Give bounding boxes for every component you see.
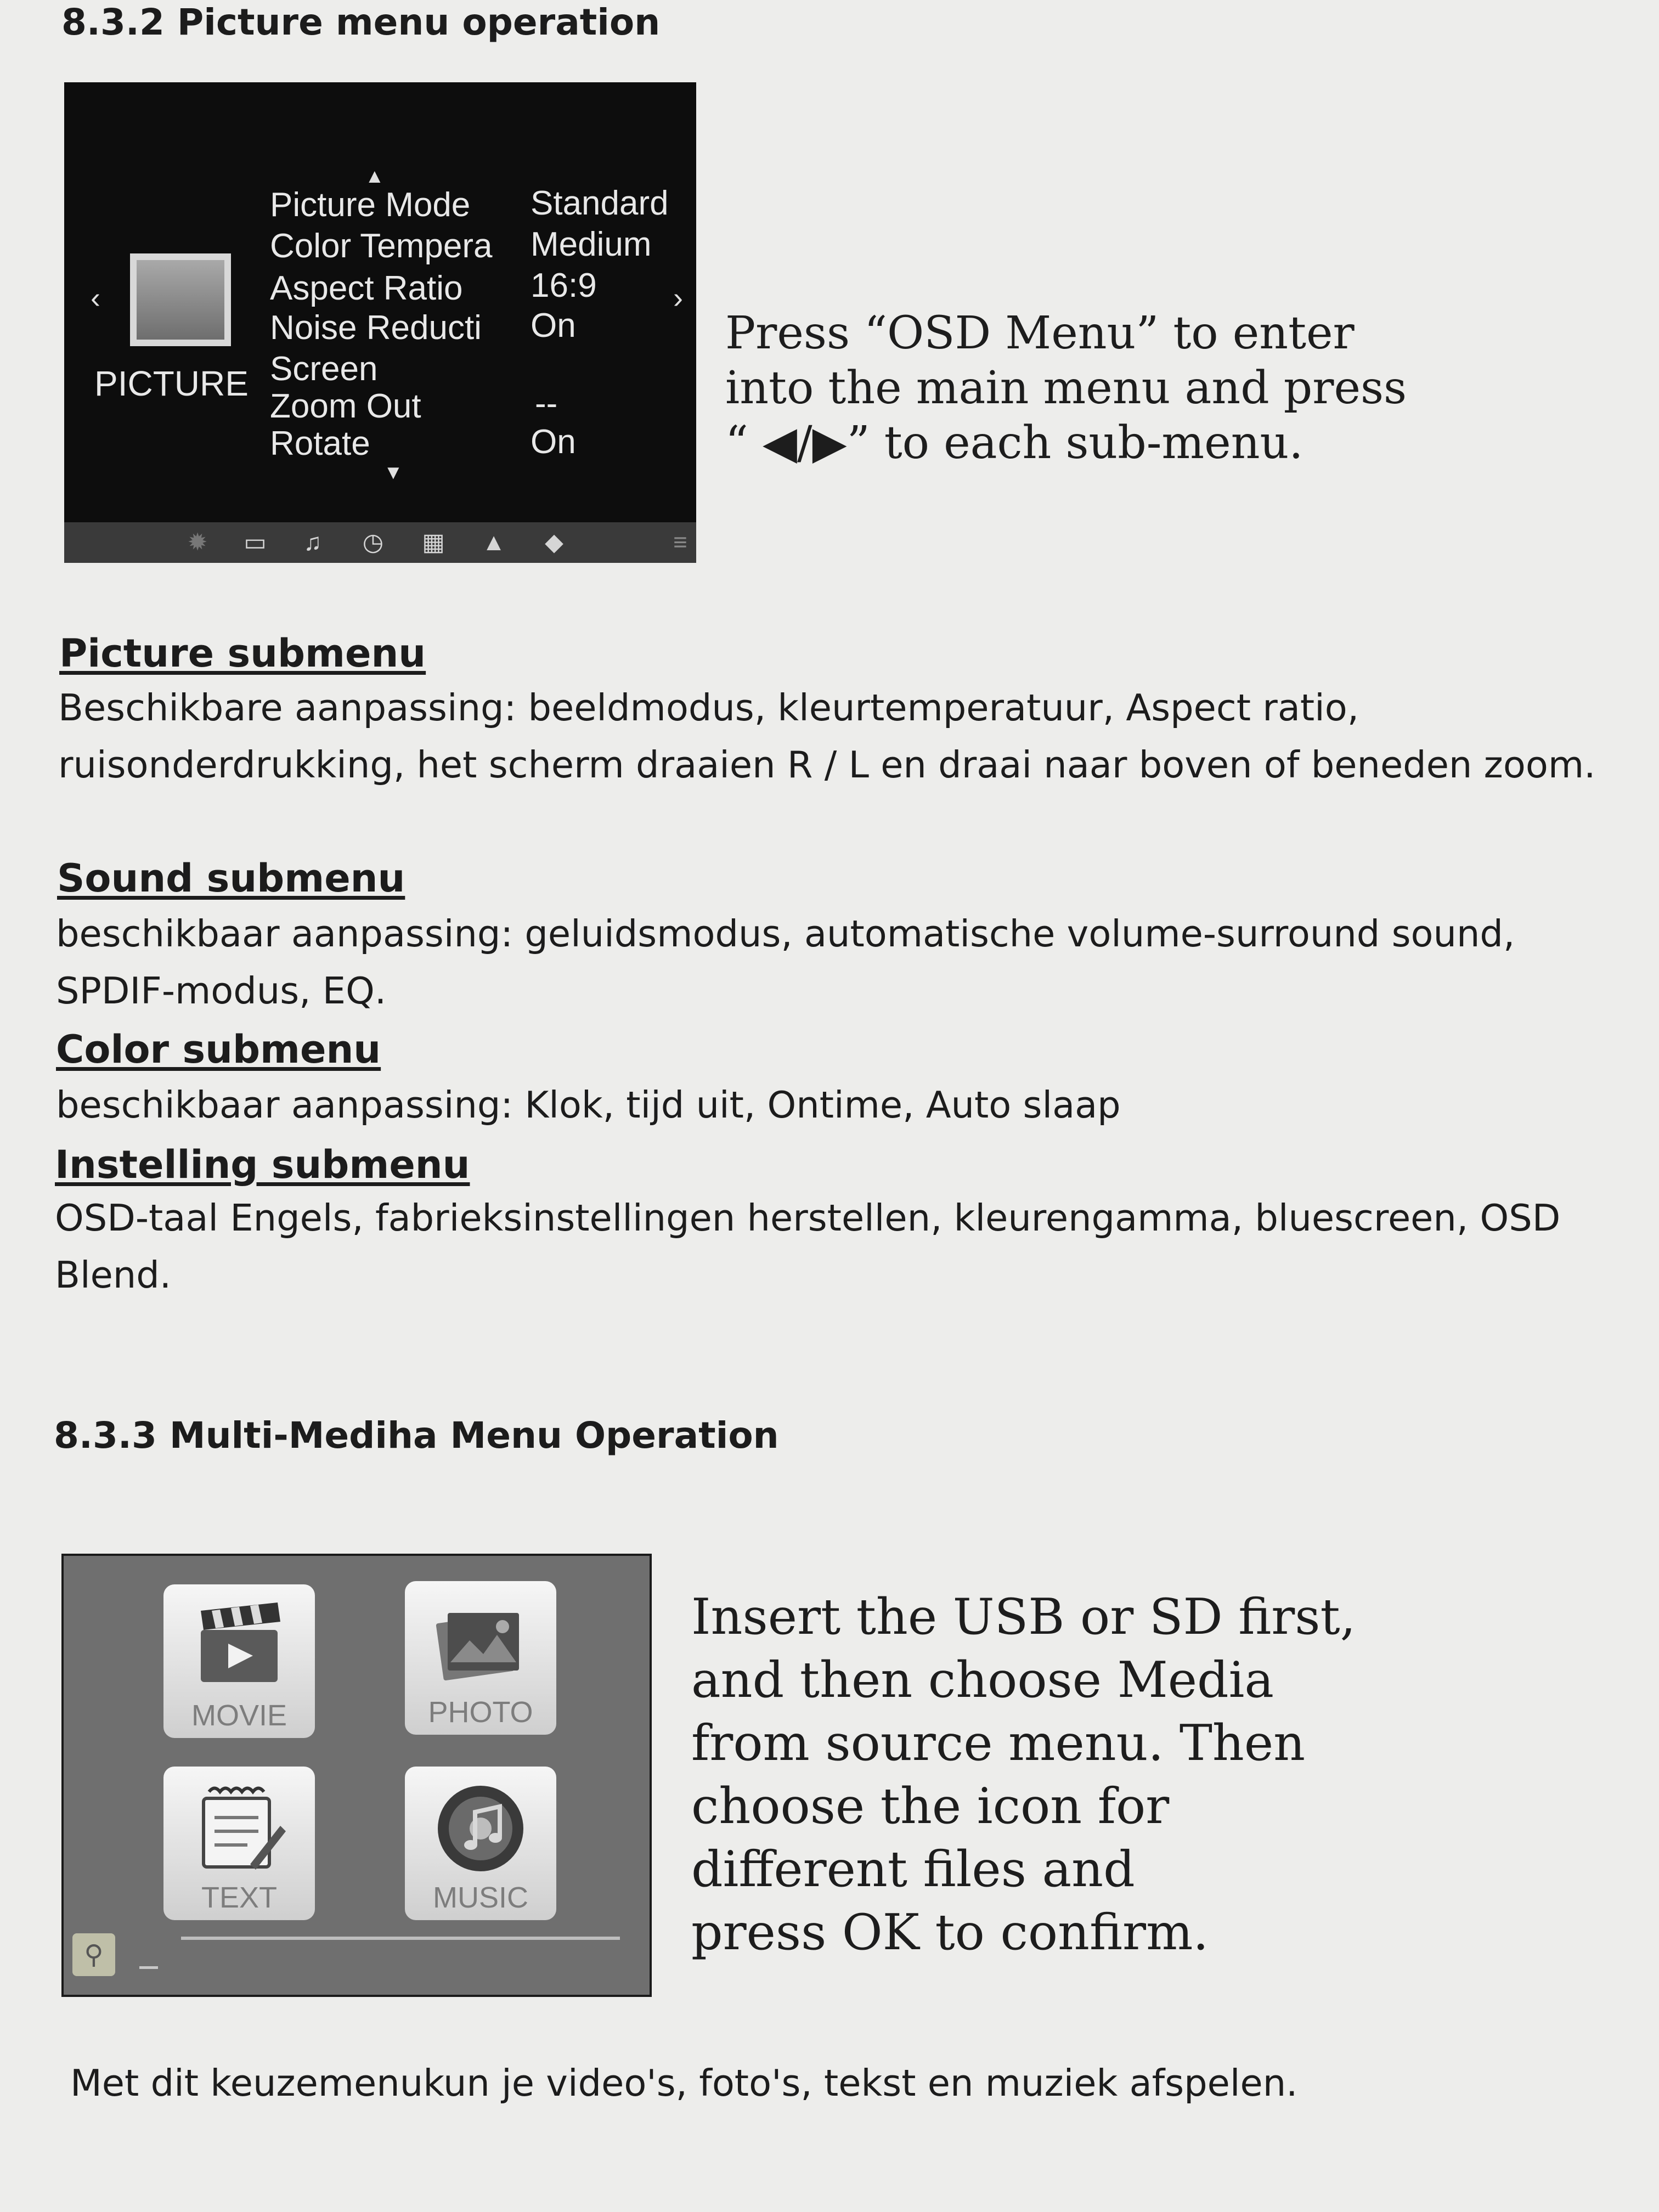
- sound-submenu-title: Sound submenu: [57, 856, 405, 901]
- osd-row-value: On: [531, 423, 576, 461]
- section-heading-picture-menu: 8.3.2 Picture menu operation: [61, 1, 661, 43]
- section-heading-multimedia-menu: 8.3.3 Multi-Mediha Menu Operation: [54, 1414, 779, 1457]
- color-submenu-title: Color submenu: [56, 1027, 381, 1072]
- picture-category-icon: [130, 253, 231, 346]
- photo-tile: [405, 1581, 556, 1735]
- osd-row-value: 16:9: [531, 267, 597, 304]
- media-menu-instruction: Insert the USB or SD first, and then choose Media from source menu. Then choose the icon for different files and press OK to confirm.: [691, 1588, 1356, 1961]
- monitor-icon: ▭: [244, 529, 267, 556]
- scroll-up-arrow-icon: ▲: [365, 165, 385, 187]
- cube-icon: ◆: [545, 529, 563, 556]
- text-label: TEXT: [201, 1881, 277, 1914]
- osd-row-value: Standard: [531, 184, 669, 222]
- picture-submenu-text: Beschikbare aanpassing: beeldmodus, kleurtemperatuur, Aspect ratio, ruisonderdrukking, het scherm draaien R / L en draai naar boven of beneden zoom.: [58, 686, 1596, 786]
- osd-row-label: Picture Mode: [270, 186, 471, 224]
- clock-icon: ◷: [362, 529, 384, 556]
- grid-icon: ▦: [422, 529, 445, 556]
- osd-picture-menu-screenshot: [64, 82, 696, 563]
- osd-row-value: On: [531, 307, 576, 345]
- usb-icon: ⚲: [72, 1933, 115, 1976]
- notepad-icon: [190, 1782, 289, 1875]
- osd-row-label: Noise Reducti: [270, 309, 482, 347]
- osd-row-label: Rotate: [270, 425, 370, 462]
- picture-menu-instruction: Press “OSD Menu” to enter into the main menu and press “ ◀/▶” to each sub-menu.: [725, 307, 1407, 470]
- menu-lines-icon: ≡: [673, 529, 687, 556]
- closing-text: Met dit keuzemenukun je video's, foto's, tekst en muziek afspelen.: [70, 2062, 1298, 2104]
- menu-right-arrow-icon: ›: [673, 281, 683, 314]
- selection-bar: [181, 1937, 620, 1940]
- status-dash: [139, 1966, 158, 1969]
- multimedia-menu-screenshot: [61, 1554, 652, 1997]
- music-label: MUSIC: [433, 1881, 528, 1914]
- osd-row-label: Color Tempera: [270, 227, 493, 265]
- color-submenu-text: beschikbaar aanpassing: Klok, tijd uit, Ontime, Auto slaap: [56, 1084, 1121, 1126]
- osd-row-label: Zoom Out: [270, 387, 421, 425]
- movie-label: MOVIE: [191, 1699, 287, 1732]
- instelling-submenu-title: Instelling submenu: [55, 1142, 470, 1187]
- music-note-icon: ♫: [303, 529, 322, 556]
- text-tile: [163, 1767, 315, 1920]
- osd-row-value: Medium: [531, 225, 652, 263]
- osd-row-label: Screen: [270, 350, 378, 388]
- movie-tile: [163, 1584, 315, 1738]
- osd-icon-bar: [64, 522, 696, 563]
- photo-icon: [431, 1596, 530, 1690]
- music-tile: [405, 1767, 556, 1920]
- clapperboard-icon: [190, 1600, 289, 1693]
- photo-label: PHOTO: [428, 1696, 533, 1729]
- music-disc-icon: [431, 1782, 530, 1875]
- osd-row-value: --: [535, 385, 558, 422]
- menu-left-arrow-icon: ‹: [91, 281, 100, 314]
- sound-submenu-text: beschikbaar aanpassing: geluidsmodus, automatische volume-surround sound, SPDIF-modus, EQ.: [56, 912, 1515, 1012]
- gear-icon: ✹: [187, 529, 208, 556]
- instelling-submenu-text: OSD-taal Engels, fabrieksinstellingen herstellen, kleurengamma, bluescreen, OSD Blend.: [55, 1197, 1561, 1296]
- scroll-down-arrow-icon: ▼: [383, 461, 403, 483]
- lock-icon: ▲: [482, 529, 506, 556]
- osd-row-label: Aspect Ratio: [270, 269, 463, 307]
- osd-category-label: PICTURE: [94, 364, 249, 403]
- picture-submenu-title: Picture submenu: [59, 631, 426, 676]
